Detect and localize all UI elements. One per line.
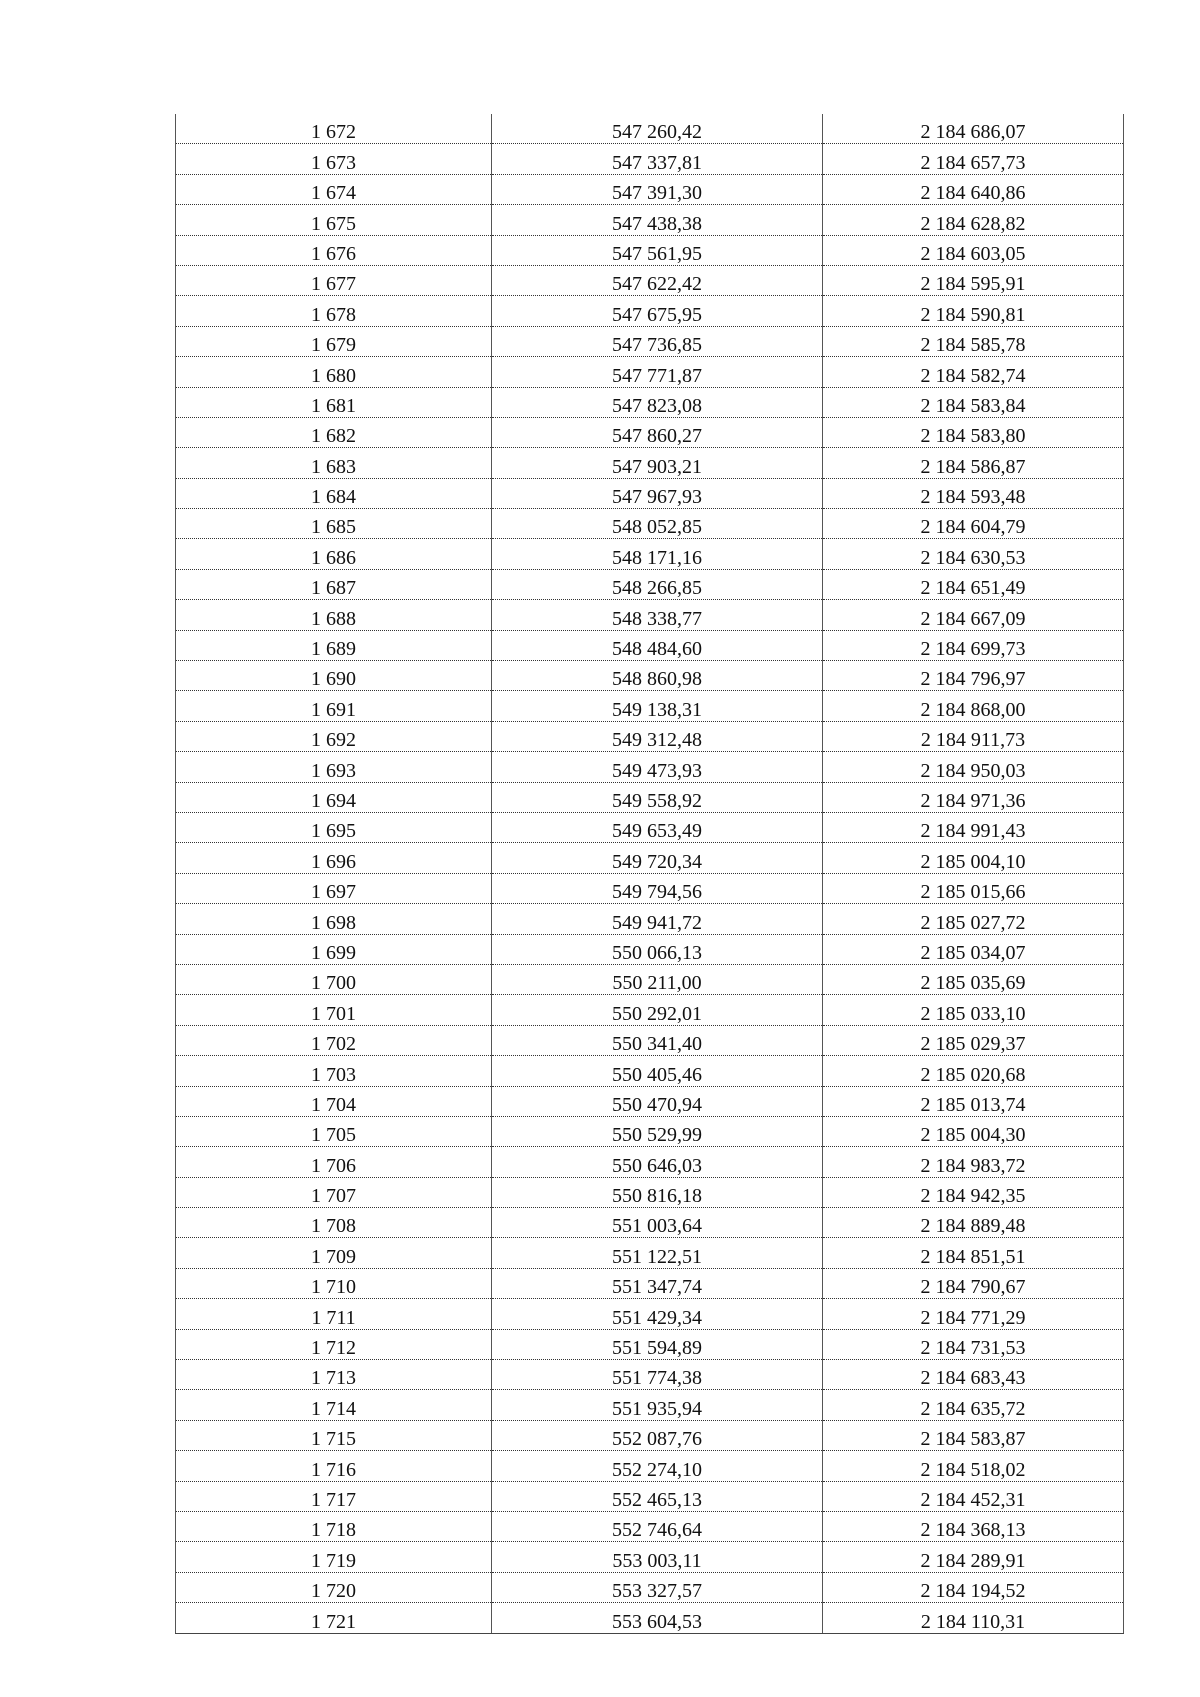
table-row (176, 509, 1124, 539)
y-coordinate-cell: 2 184 595,91 (823, 265, 1124, 295)
table-row (176, 539, 1124, 569)
x-coordinate-cell: 550 816,18 (492, 1177, 823, 1207)
y-coordinate-cell: 2 184 950,03 (823, 752, 1124, 782)
x-coordinate-cell: 551 347,74 (492, 1268, 823, 1298)
y-coordinate-cell: 2 184 942,35 (823, 1177, 1124, 1207)
y-coordinate-cell: 2 184 452,31 (823, 1481, 1124, 1511)
y-coordinate-cell: 2 184 518,02 (823, 1451, 1124, 1481)
x-coordinate-cell: 547 675,95 (492, 296, 823, 326)
point-number-cell: 1 705 (176, 1116, 492, 1146)
y-coordinate-cell: 2 185 004,10 (823, 843, 1124, 873)
y-coordinate-cell: 2 184 289,91 (823, 1542, 1124, 1572)
y-coordinate-cell: 2 184 586,87 (823, 448, 1124, 478)
table-row (176, 1360, 1124, 1390)
point-number-cell: 1 700 (176, 964, 492, 994)
x-coordinate-cell: 549 653,49 (492, 812, 823, 842)
table-row (176, 1116, 1124, 1146)
table-row (176, 630, 1124, 660)
x-coordinate-cell: 547 622,42 (492, 265, 823, 295)
point-number-cell: 1 685 (176, 509, 492, 539)
point-number-cell: 1 679 (176, 326, 492, 356)
table-row (176, 1451, 1124, 1481)
table-row (176, 1329, 1124, 1359)
point-number-cell: 1 674 (176, 174, 492, 204)
table-row (176, 1603, 1124, 1633)
y-coordinate-cell: 2 184 593,48 (823, 478, 1124, 508)
point-number-cell: 1 690 (176, 661, 492, 691)
x-coordinate-cell: 551 935,94 (492, 1390, 823, 1420)
table-row (176, 265, 1124, 295)
x-coordinate-cell: 550 211,00 (492, 964, 823, 994)
point-number-cell: 1 709 (176, 1238, 492, 1268)
table-row (176, 1177, 1124, 1207)
table-row (176, 296, 1124, 326)
x-coordinate-cell: 549 312,48 (492, 721, 823, 751)
x-coordinate-cell: 548 266,85 (492, 569, 823, 599)
y-coordinate-cell: 2 185 033,10 (823, 995, 1124, 1025)
y-coordinate-cell: 2 184 796,97 (823, 661, 1124, 691)
point-number-cell: 1 672 (176, 114, 492, 144)
table-row (176, 326, 1124, 356)
x-coordinate-cell: 547 260,42 (492, 114, 823, 144)
y-coordinate-cell: 2 184 686,07 (823, 114, 1124, 144)
table-row (176, 478, 1124, 508)
y-coordinate-cell: 2 184 194,52 (823, 1572, 1124, 1602)
y-coordinate-cell: 2 184 731,53 (823, 1329, 1124, 1359)
point-number-cell: 1 677 (176, 265, 492, 295)
table-row (176, 448, 1124, 478)
y-coordinate-cell: 2 184 683,43 (823, 1360, 1124, 1390)
coordinates-table (175, 114, 1124, 1634)
table-row (176, 1481, 1124, 1511)
point-number-cell: 1 682 (176, 417, 492, 447)
x-coordinate-cell: 549 941,72 (492, 904, 823, 934)
point-number-cell: 1 689 (176, 630, 492, 660)
point-number-cell: 1 712 (176, 1329, 492, 1359)
point-number-cell: 1 706 (176, 1147, 492, 1177)
y-coordinate-cell: 2 184 628,82 (823, 205, 1124, 235)
point-number-cell: 1 714 (176, 1390, 492, 1420)
table-row (176, 1572, 1124, 1602)
y-coordinate-cell: 2 184 657,73 (823, 144, 1124, 174)
y-coordinate-cell: 2 184 790,67 (823, 1268, 1124, 1298)
x-coordinate-cell: 553 003,11 (492, 1542, 823, 1572)
point-number-cell: 1 675 (176, 205, 492, 235)
point-number-cell: 1 673 (176, 144, 492, 174)
x-coordinate-cell: 549 473,93 (492, 752, 823, 782)
x-coordinate-cell: 547 391,30 (492, 174, 823, 204)
table-row (176, 235, 1124, 265)
x-coordinate-cell: 553 327,57 (492, 1572, 823, 1602)
x-coordinate-cell: 547 903,21 (492, 448, 823, 478)
point-number-cell: 1 697 (176, 873, 492, 903)
point-number-cell: 1 684 (176, 478, 492, 508)
table-row (176, 417, 1124, 447)
table-row (176, 205, 1124, 235)
table-row (176, 1147, 1124, 1177)
y-coordinate-cell: 2 185 035,69 (823, 964, 1124, 994)
point-number-cell: 1 686 (176, 539, 492, 569)
x-coordinate-cell: 551 429,34 (492, 1299, 823, 1329)
point-number-cell: 1 701 (176, 995, 492, 1025)
point-number-cell: 1 683 (176, 448, 492, 478)
table-row (176, 569, 1124, 599)
table-row (176, 1238, 1124, 1268)
y-coordinate-cell: 2 184 590,81 (823, 296, 1124, 326)
point-number-cell: 1 703 (176, 1056, 492, 1086)
table-row (176, 1420, 1124, 1450)
point-number-cell: 1 699 (176, 934, 492, 964)
point-number-cell: 1 678 (176, 296, 492, 326)
x-coordinate-cell: 551 122,51 (492, 1238, 823, 1268)
table-row (176, 1390, 1124, 1420)
y-coordinate-cell: 2 184 583,80 (823, 417, 1124, 447)
x-coordinate-cell: 550 470,94 (492, 1086, 823, 1116)
x-coordinate-cell: 552 465,13 (492, 1481, 823, 1511)
y-coordinate-cell: 2 185 004,30 (823, 1116, 1124, 1146)
point-number-cell: 1 717 (176, 1481, 492, 1511)
table-row (176, 995, 1124, 1025)
x-coordinate-cell: 550 529,99 (492, 1116, 823, 1146)
table-row (176, 812, 1124, 842)
y-coordinate-cell: 2 185 013,74 (823, 1086, 1124, 1116)
table-row (176, 843, 1124, 873)
x-coordinate-cell: 549 558,92 (492, 782, 823, 812)
point-number-cell: 1 707 (176, 1177, 492, 1207)
table-row (176, 1208, 1124, 1238)
x-coordinate-cell: 550 405,46 (492, 1056, 823, 1086)
table-row (176, 1056, 1124, 1086)
x-coordinate-cell: 551 594,89 (492, 1329, 823, 1359)
point-number-cell: 1 721 (176, 1603, 492, 1633)
table-row (176, 934, 1124, 964)
y-coordinate-cell: 2 184 771,29 (823, 1299, 1124, 1329)
table-row (176, 1299, 1124, 1329)
table-row (176, 661, 1124, 691)
point-number-cell: 1 702 (176, 1025, 492, 1055)
x-coordinate-cell: 550 646,03 (492, 1147, 823, 1177)
table-row (176, 904, 1124, 934)
y-coordinate-cell: 2 185 015,66 (823, 873, 1124, 903)
point-number-cell: 1 694 (176, 782, 492, 812)
table-row (176, 174, 1124, 204)
x-coordinate-cell: 552 274,10 (492, 1451, 823, 1481)
x-coordinate-cell: 549 720,34 (492, 843, 823, 873)
table-row (176, 873, 1124, 903)
table-row (176, 1268, 1124, 1298)
y-coordinate-cell: 2 184 851,51 (823, 1238, 1124, 1268)
x-coordinate-cell: 549 138,31 (492, 691, 823, 721)
x-coordinate-cell: 548 338,77 (492, 600, 823, 630)
point-number-cell: 1 716 (176, 1451, 492, 1481)
table-row (176, 600, 1124, 630)
y-coordinate-cell: 2 185 027,72 (823, 904, 1124, 934)
y-coordinate-cell: 2 184 583,87 (823, 1420, 1124, 1450)
point-number-cell: 1 696 (176, 843, 492, 873)
y-coordinate-cell: 2 184 911,73 (823, 721, 1124, 751)
y-coordinate-cell: 2 184 110,31 (823, 1603, 1124, 1633)
x-coordinate-cell: 548 484,60 (492, 630, 823, 660)
coordinates-table-body (176, 114, 1124, 1633)
x-coordinate-cell: 547 561,95 (492, 235, 823, 265)
point-number-cell: 1 713 (176, 1360, 492, 1390)
point-number-cell: 1 676 (176, 235, 492, 265)
x-coordinate-cell: 549 794,56 (492, 873, 823, 903)
point-number-cell: 1 720 (176, 1572, 492, 1602)
x-coordinate-cell: 553 604,53 (492, 1603, 823, 1633)
point-number-cell: 1 719 (176, 1542, 492, 1572)
y-coordinate-cell: 2 184 889,48 (823, 1208, 1124, 1238)
point-number-cell: 1 711 (176, 1299, 492, 1329)
point-number-cell: 1 681 (176, 387, 492, 417)
y-coordinate-cell: 2 184 582,74 (823, 357, 1124, 387)
point-number-cell: 1 691 (176, 691, 492, 721)
x-coordinate-cell: 547 438,38 (492, 205, 823, 235)
x-coordinate-cell: 547 771,87 (492, 357, 823, 387)
y-coordinate-cell: 2 184 640,86 (823, 174, 1124, 204)
x-coordinate-cell: 550 066,13 (492, 934, 823, 964)
table-row (176, 144, 1124, 174)
y-coordinate-cell: 2 185 034,07 (823, 934, 1124, 964)
x-coordinate-cell: 548 052,85 (492, 509, 823, 539)
x-coordinate-cell: 550 341,40 (492, 1025, 823, 1055)
point-number-cell: 1 704 (176, 1086, 492, 1116)
x-coordinate-cell: 548 171,16 (492, 539, 823, 569)
x-coordinate-cell: 552 087,76 (492, 1420, 823, 1450)
point-number-cell: 1 710 (176, 1268, 492, 1298)
y-coordinate-cell: 2 185 020,68 (823, 1056, 1124, 1086)
y-coordinate-cell: 2 184 699,73 (823, 630, 1124, 660)
x-coordinate-cell: 547 823,08 (492, 387, 823, 417)
point-number-cell: 1 708 (176, 1208, 492, 1238)
x-coordinate-cell: 547 967,93 (492, 478, 823, 508)
y-coordinate-cell: 2 184 635,72 (823, 1390, 1124, 1420)
x-coordinate-cell: 550 292,01 (492, 995, 823, 1025)
table-row (176, 1025, 1124, 1055)
y-coordinate-cell: 2 184 983,72 (823, 1147, 1124, 1177)
y-coordinate-cell: 2 184 651,49 (823, 569, 1124, 599)
table-row (176, 1542, 1124, 1572)
table-row (176, 752, 1124, 782)
y-coordinate-cell: 2 184 603,05 (823, 235, 1124, 265)
x-coordinate-cell: 547 860,27 (492, 417, 823, 447)
x-coordinate-cell: 551 774,38 (492, 1360, 823, 1390)
point-number-cell: 1 718 (176, 1511, 492, 1541)
table-row (176, 114, 1124, 144)
point-number-cell: 1 688 (176, 600, 492, 630)
point-number-cell: 1 692 (176, 721, 492, 751)
y-coordinate-cell: 2 184 583,84 (823, 387, 1124, 417)
table-row (176, 387, 1124, 417)
table-row (176, 1511, 1124, 1541)
y-coordinate-cell: 2 184 368,13 (823, 1511, 1124, 1541)
y-coordinate-cell: 2 184 667,09 (823, 600, 1124, 630)
table-row (176, 357, 1124, 387)
table-row (176, 1086, 1124, 1116)
table-row (176, 721, 1124, 751)
x-coordinate-cell: 552 746,64 (492, 1511, 823, 1541)
point-number-cell: 1 715 (176, 1420, 492, 1450)
point-number-cell: 1 693 (176, 752, 492, 782)
y-coordinate-cell: 2 184 630,53 (823, 539, 1124, 569)
y-coordinate-cell: 2 184 585,78 (823, 326, 1124, 356)
x-coordinate-cell: 548 860,98 (492, 661, 823, 691)
table-row (176, 782, 1124, 812)
point-number-cell: 1 698 (176, 904, 492, 934)
point-number-cell: 1 680 (176, 357, 492, 387)
x-coordinate-cell: 547 736,85 (492, 326, 823, 356)
x-coordinate-cell: 547 337,81 (492, 144, 823, 174)
table-row (176, 691, 1124, 721)
x-coordinate-cell: 551 003,64 (492, 1208, 823, 1238)
y-coordinate-cell: 2 185 029,37 (823, 1025, 1124, 1055)
point-number-cell: 1 695 (176, 812, 492, 842)
y-coordinate-cell: 2 184 991,43 (823, 812, 1124, 842)
y-coordinate-cell: 2 184 604,79 (823, 509, 1124, 539)
y-coordinate-cell: 2 184 971,36 (823, 782, 1124, 812)
y-coordinate-cell: 2 184 868,00 (823, 691, 1124, 721)
table-row (176, 964, 1124, 994)
point-number-cell: 1 687 (176, 569, 492, 599)
